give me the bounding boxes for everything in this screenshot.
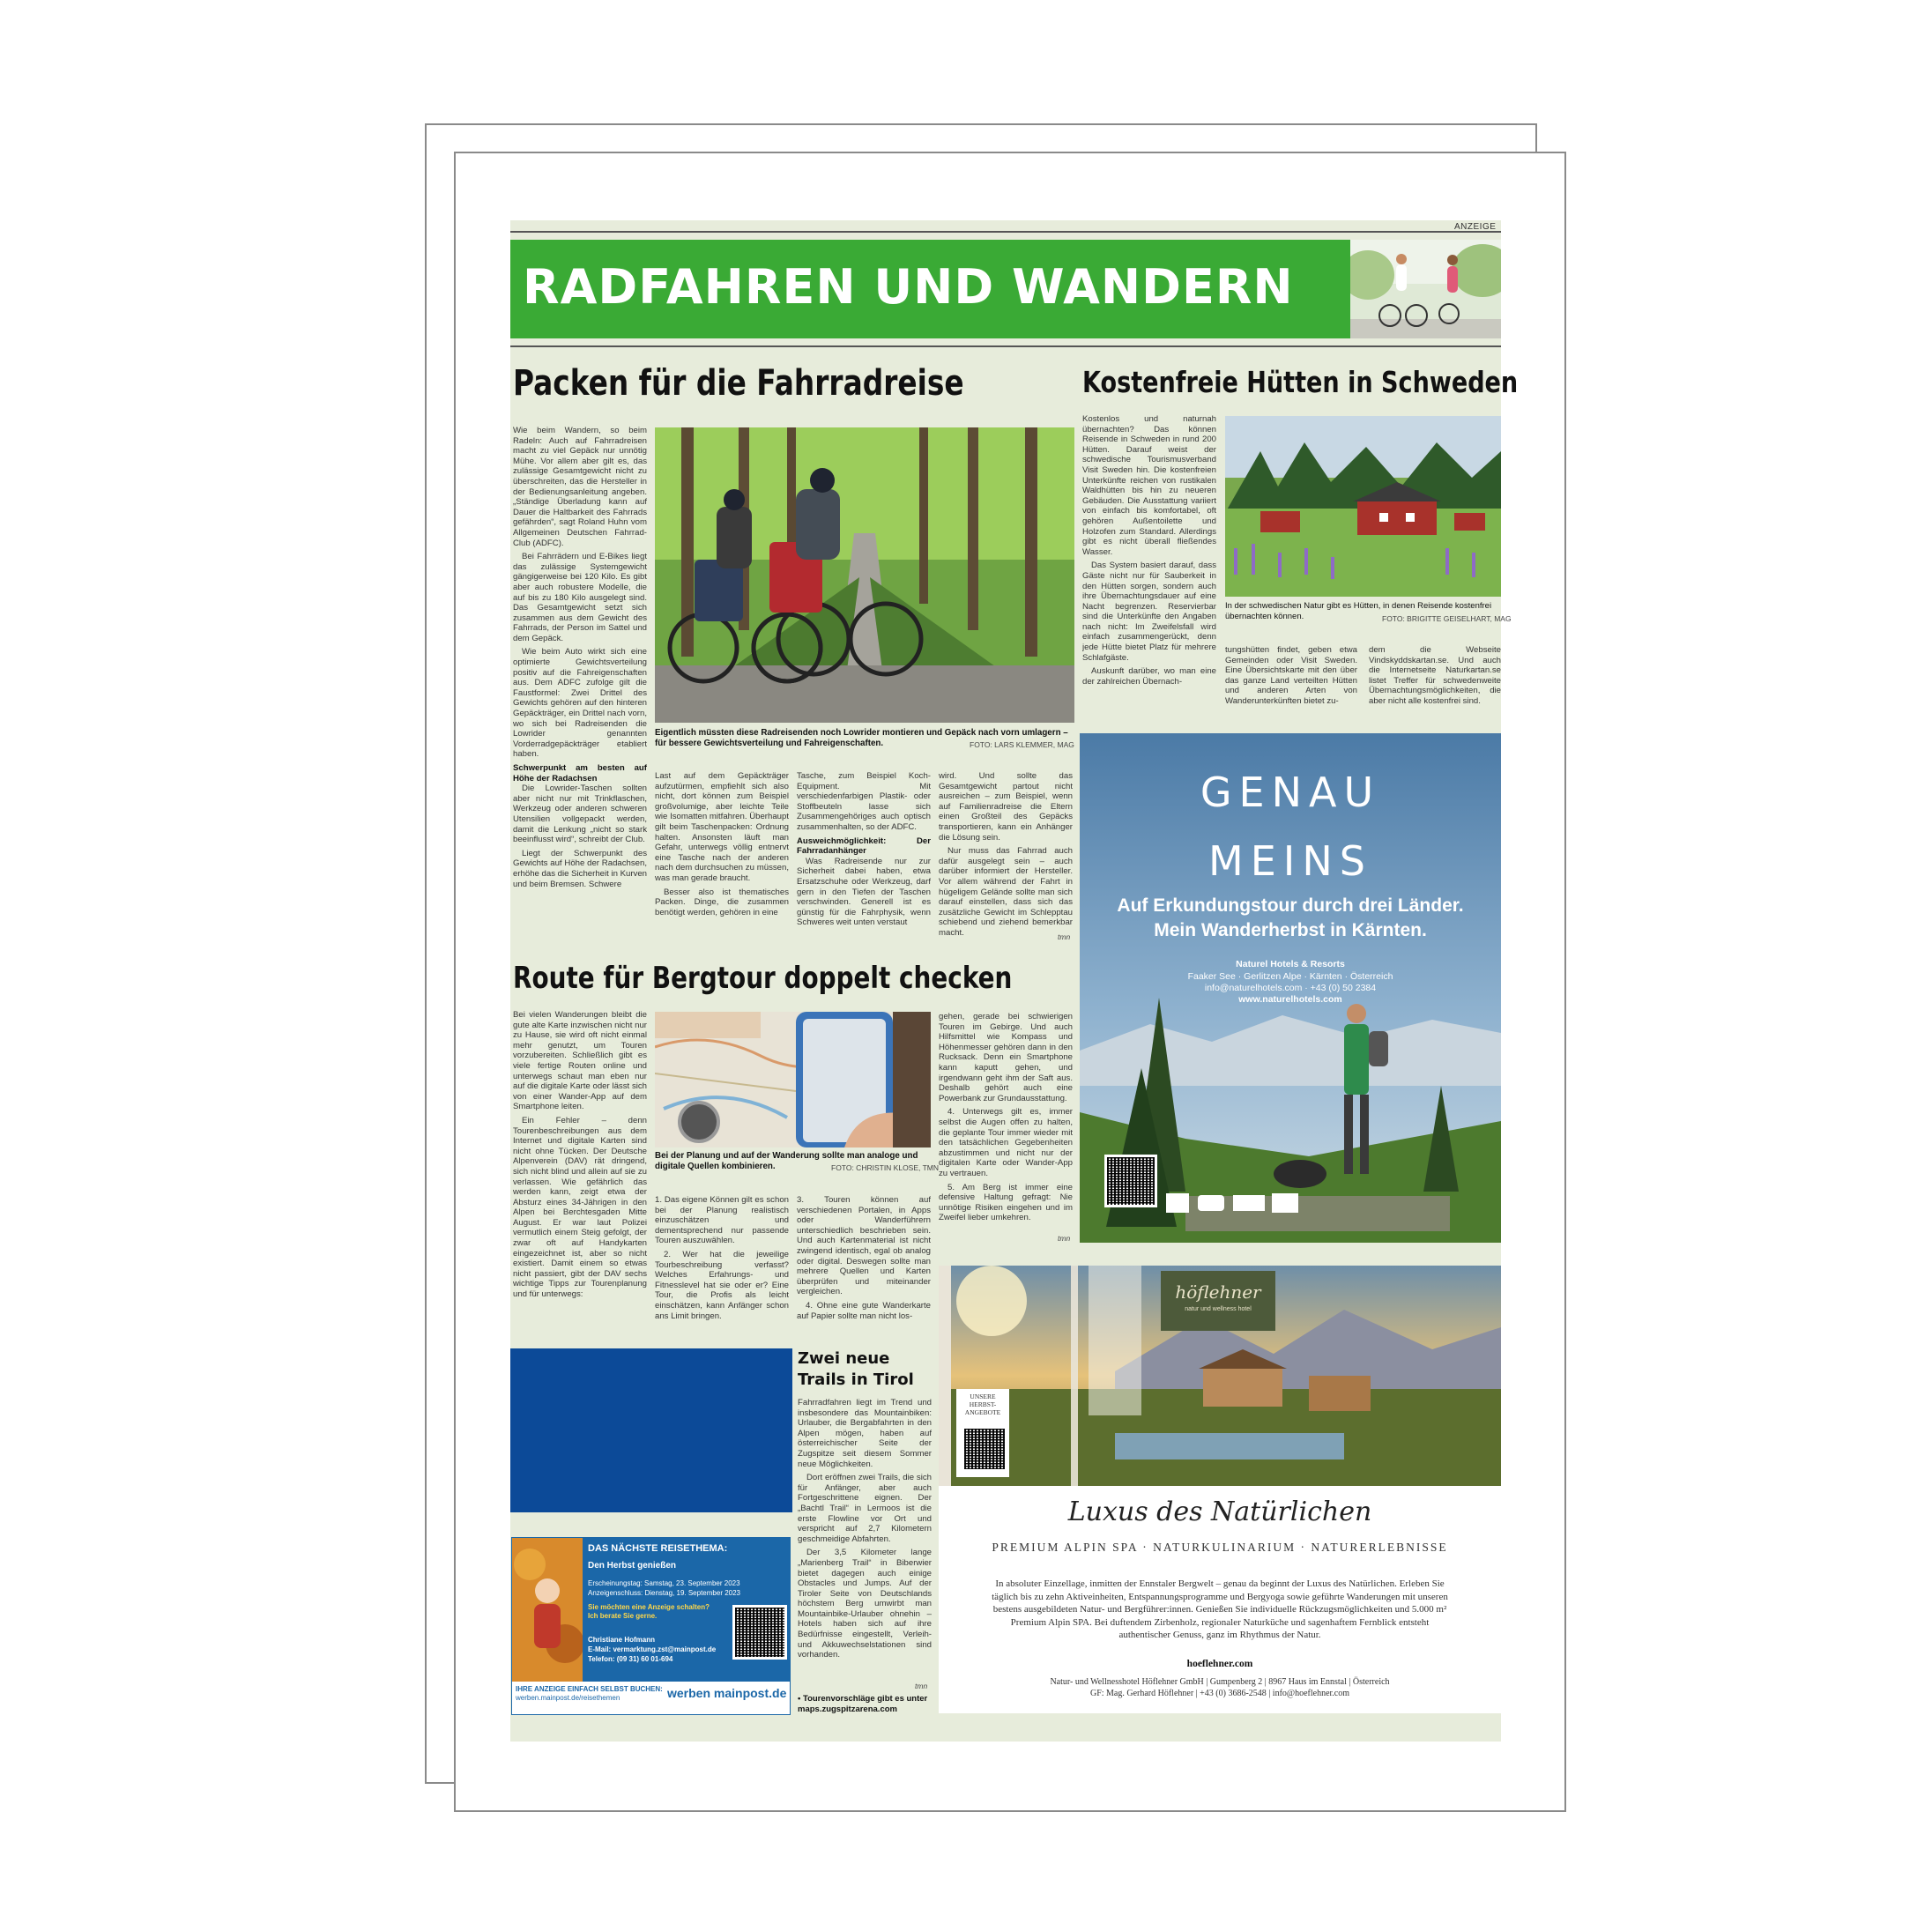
photo-caption: In der schwedischen Natur gibt es Hütten, in denen Reisende kostenfrei übernachten können. [1225,601,1492,621]
reise-footer-line2[interactable]: werben.mainpost.de/reisethemen [516,1694,620,1702]
author-tag: tmn [1058,1234,1071,1243]
reise-date2: Anzeigenschluss: Dienstag, 19. September 2023 [588,1589,740,1597]
ad-tagline [1080,894,1501,943]
paragraph: Nur muss das Fahrrad auch dafür ausgelegt sein – auch darüber informiert der Hersteller. Vor allem während der Fahrt in hügeligem Gelände sollte man sich darauf einstellen, dass sich das zusätzliche Gewicht im Schlepptau schiebend und ziehend bemerkbar macht. [939,846,1073,938]
hoeflehner-logo-sub: natur und wellness hotel [1185,1306,1252,1312]
map-smartphone-photo [655,1012,931,1147]
article1-column-3 [797,771,931,942]
qr-code[interactable] [1104,1155,1157,1207]
hoeflehner-features: PREMIUM ALPIN SPA · NATURKULINARIUM · NATURERLEBNISSE [992,1541,1448,1554]
genau-logo-line1: GENAU [1200,769,1381,816]
photo-credit: FOTO: CHRISTIN KLOSE, TMN [831,1163,940,1172]
paragraph: Dort eröffnen zwei Trails, die sich für Anfänger, aber auch Fortgeschrittene eignen. Der „Bachtl Trail“ in Lermoos ist die erste Flowline vor Ort und verspricht auf 2,7 Kilometern geschmeidige Abfahrten. [798,1473,932,1544]
reisethema-ad[interactable] [511,1537,791,1715]
paragraph: 4. Unterwegs gilt es, immer selbst die Augen offen zu halten, die geplante Tour immer wieder mit den tatsächlichen Gegebenheiten abzustimmen und nicht nur der digitalen Karte oder Wander-App zu vertrauen. [939,1107,1073,1178]
top-rule [510,231,1501,233]
werben-mainpost-logo[interactable]: werben mainpost.de [667,1686,787,1700]
paragraph: Last auf dem Gepäckträger aufzutürmen, empfiehlt sich also nicht, dort können zum Beispiel großvolumige, aber leichte Teile wie Isomatten mitfahren. Überhaupt gilt beim Taschenpacken: Ordnung halten. Ansonsten läuft man Gefahr, unterwegs völlig entnervt eine Tasche nach der anderen nach dem durchsuchen zu müssen, was man gerade braucht. [655,771,789,883]
section-title: RADFAHREN UND WANDERN [523,259,1294,315]
partner-logos [1166,1193,1307,1213]
article1-column-2 [655,771,789,942]
hoeflehner-slogan: Luxus des Natürlichen [1067,1497,1372,1527]
paragraph: tungshütten findet, geben etwa Gemeinden oder Visit Sweden. Eine Übersichtskarte mit den über das ganze Land verteilten Hütten und anderen Arten von Wanderunterkünften bietet zu- [1225,645,1357,706]
paragraph: Die Lowrider-Taschen sollten aber nicht nur mit Trinkflaschen, Werkzeug oder anderen schweren Utensilien vollgepackt werden, damit die Lenkung „nicht so stark beeinflusst wird“, schreibt der Club. [513,784,647,845]
photo-credit: FOTO: BRIGITTE GEISELHART, MAG [1382,614,1512,623]
hoeflehner-logo: höflehner [1175,1281,1261,1303]
paragraph: Das System basiert darauf, dass Gäste nicht nur für Sauberkeit in den Hütten sorgen, sondern auch ihre Übernachtungsdauer auf eine Nacht begrenzen. Reservierbar sind die Unterkünfte den Angaben nach nicht: Im Zweifelsfall wird einfach zusammengerückt, denn jede Hütte bietet Platz für mehrere Schlafgäste. [1082,561,1216,663]
reise-date1: Erscheinungstag: Samstag, 23. September 2023 [588,1579,740,1587]
paragraph: Was Radreisende nur zur Sicherheit dabei haben, etwa Ersatzschuhe oder Werkzeug, darf gern in den Tiefen der Taschen verschwinden. Generell ist es günstig für die Fahrphysik, wenn Schweres weit unten verstaut [797,856,931,928]
subhead: Ausweichmöglichkeit: Der Fahrradanhänger [797,836,931,857]
paragraph: 3. Touren können auf verschiedenen Portalen, in Apps oder Wanderführern unterschiedlich beschrieben sein. Und auch Kartenmaterial ist nicht zwingend identisch, egal ob analog oder digital. Deswegen sollte man mehrere Quellen und Karten überprüfen und miteinander vergleichen. [797,1195,931,1297]
paragraph: gehen, gerade bei schwierigen Touren im Gebirge. Und auch Hilfsmittel wie Kompass und Höhenmesser gehören dann in den Rucksack. Denn ein Smartphone kann kaputt gehen, und irgendwann geht ihm der Saft aus. Deshalb gehört auch eine Powerbank zur Grundausstattung. [939,1012,1073,1103]
tagline-line1: Auf Erkundungstour durch drei Länder. [1117,895,1464,916]
cyclists-banner-photo [1350,240,1501,338]
article-headline-tirol: Zwei neue Trails in Tirol [798,1349,914,1389]
tagline-line2: Mein Wanderherbst in Kärnten. [1154,920,1427,940]
paragraph: 1. Das eigene Können gilt es schon bei der Planung realistisch einzuschätzen und dementsprechend nur passende Touren auszuwählen. [655,1195,789,1246]
article-headline-fahrradreise: Packen für die Fahrradreise [513,363,964,404]
reise-email[interactable]: E-Mail: vermarktung.zst@mainpost.de [588,1645,717,1653]
article-headline-bergtour: Route für Bergtour doppelt checken [513,961,1013,996]
paragraph: Der 3,5 Kilometer lange „Marienberg Trail“ in Biberwier bietet dagegen auch einige Obstacles und Jumps. Auf der Tiroler Seite von Deutschlands höchstem Berg umwirbt man Mountainbike-Urlauber ohnehin – Hotels haben sich auf ihre Bedürfnisse eingestellt, Verleih- und Akkuwechselstationen sind vorhanden. [798,1548,932,1660]
cyclists-forest-photo [655,427,1074,723]
hotel-landscape-photo [939,1266,1501,1486]
reisethema-panel [583,1538,790,1682]
article2-column-1 [1082,414,1216,712]
address-line1: Natur- und Wellnesshotel Höflehner GmbH | Gumpenberg 2 | 8967 Haus im Ennstal | Österreich [1050,1677,1390,1687]
tour-link-note[interactable]: • Tourenvorschläge gibt es unter maps.zugspitzarena.com [798,1694,928,1714]
photo-credit: FOTO: LARS KLEMMER, MAG [970,740,1074,749]
article3-column-1 [513,1010,647,1327]
author-tag: tmn [1058,932,1071,941]
article3-column-2 [655,1195,789,1327]
paragraph: Fahrradfahren liegt im Trend und insbesondere das Mountainbiken: Urlauber, die Bergabfahrten in den Alpen mögen, haben auf österreichischer Seite der Zugspitze seit diesem Sommer neue Möglichkeiten. [798,1398,932,1469]
ad-brand: Naturel Hotels & Resorts [1236,959,1345,969]
article1-column-4 [939,771,1073,942]
paragraph: Wie beim Wandern, so beim Radeln: Auch auf Fahrradreisen macht zu viel Gepäck nur unnötig Mühe. Vor allem aber gilt es, das zulässige Gesamtgewicht nicht zu überschreiten, das die Hersteller in der Bedienungsanleitung angeben. „Ständige Überladung kann auf Dauer die Haltbarkeit des Fahrrads gefährden“, sagt Roland Huhn vom Allgemeinen Deutschen Fahrrad-Club (ADFC). [513,426,647,548]
hoeflehner-body: In absoluter Einzellage, inmitten der Ennstaler Bergwelt – genau da beginnt der Luxus des Natürlichen. Erleben Sie täglich bis zu zehn Aktiveinheiten, Entspannungsprogramme und Bergyoga sowie geführte Wanderungen mit unseren bestens ausgebildeten Natur- und Bergführer:innen. Genießen Sie individuelle Rückzugsmöglichkeiten und 5.000 m² Premium Alpin SPA. Bei duftendem Zirbenholz, regionaler Naturküche und sagenhaftem Fernblick entsteht authentischer Genuss, ganz im Rhythmus der Natur. [992,1578,1448,1640]
reise-title: DAS NÄCHSTE REISETHEMA: [588,1543,728,1554]
hoeflehner-logo-box [1161,1271,1275,1331]
paragraph: 2. Wer hat die jeweilige Tourbeschreibung verfasst? Welches Erfahrungs- und Fitnesslevel hat sie oder er? Eine Tour, die Profis als leicht einschätzen, kann Anfänger schon ans Limit bringen. [655,1249,789,1321]
paragraph: 5. Am Berg ist immer eine defensive Haltung gefragt: Nie unnötige Risiken eingehen und im Zweifel lieber umkehren. [939,1182,1073,1223]
reise-question: Sie möchten eine Anzeige schalten? Ich berate Sie gerne. [588,1603,710,1620]
paragraph: Ein Fehler – denn Tourenbeschreibungen aus dem Internet und digitale Karten sind nicht ohne Tücken. Der Deutsche Alpenverein (DAV) rät dringend, sich nicht blind und allein auf sie zu verlassen. Wie gefährlich das werden kann, zeigt etwa der Absturz eines 34-Jährigen in den Alpen bei Berchtesgaden Mitte August. Er war laut Polizei vermutlich einem Steig gefolgt, der zwar oft auf Handykarten eingezeichnet ist, aber so nicht existiert. Damit einem so etwas nicht passiert, gibt der DAV sechs wichtige Tipps zur Tourenplanung und für unterwegs: [513,1115,647,1300]
reise-footer-line1: IHRE ANZEIGE EINFACH SELBST BUCHEN: [516,1685,663,1693]
photo-caption: Eigentlich müssten diese Radreisenden noch Lowrider montieren und Gepäck nach vorn umlagern – für bessere Gewichtsverteilung und Fahreigenschaften. [655,728,1068,748]
paragraph: Kostenlos und naturnah übernachten? Das können Reisende in Schweden in rund 200 Hütten. Darauf weist der schwedische Tourismusverband Visit Sweden hin. Die kostenfreien Unterkünfte reichen von rustikalen Waldhütten bis hin zu neueren Gebäuden. Die Ausstattung variiert von einfach bis komfortabel, oft gehören Außentoilette und Holzofen zum Standard. Allerdings gibt es nicht überall fließendes Wasser. [1082,414,1216,557]
photo-caption: Bei der Planung und auf der Wanderung sollte man analoge und digitale Quellen kombinieren. [655,1151,918,1171]
herbst-angebote-badge[interactable]: UNSERE HERBST-ANGEBOTE [964,1393,1001,1416]
hoeflehner-address [939,1676,1501,1699]
naturel-hotels-ad[interactable] [1080,733,1501,1243]
article1-column-1 [513,426,647,942]
paragraph: Tasche, zum Beispiel Koch-Equipment. Mit verschiedenfarbigen Plastik- oder Stoffbeuteln lasse sich Zusammengehöriges auch optisch zusammenhalten, so der ADFC. [797,771,931,832]
section-banner [510,240,1350,338]
article3-column-3 [797,1195,931,1327]
paragraph: Bei Fahrrädern und E-Bikes liegt das zulässige Systemgewicht gängigerweise bei 120 Kilo. Es gibt aber auch robustere Modelle, die auf bis zu 180 Kilo ausgelegt sind. Das Gesamtgewicht setzt sich zusammen aus dem Gewicht des Fahrrads, der Person im Sattel und dem Gepäck. [513,552,647,643]
anzeige-label: ANZEIGE [1454,222,1497,232]
banner-rule [510,345,1501,347]
paragraph: Liegt der Schwerpunkt des Gewichts auf Höhe der Radachsen, erhöhe das die Sicherheit in Kurven und beim Bremsen. Schwere [513,848,647,889]
qr-code[interactable] [962,1426,1007,1472]
paragraph: dem die Webseite Vindskyddskartan.se. Und auch die Internetseite Naturkartan.se listet Treffer für schwedenweite Übernachtungsmöglichkeiten, die aber nicht alle kostenfrei sind. [1369,645,1501,706]
subhead: Schwerpunkt am besten auf Höhe der Radachsen [513,763,647,784]
genau-logo-line2: MEINS [1208,837,1372,885]
reise-footer [516,1685,663,1703]
address-line2: GF: Mag. Gerhard Höflehner | +43 (0) 3686-2548 | info@hoeflehner.com [1089,1689,1350,1698]
ad-contact: info@naturelhotels.com · +43 (0) 50 2384 [1204,983,1377,993]
paragraph: wird. Und sollte das Gesamtgewicht partout nicht ausreichen – zum Beispiel, wenn auf Familienradreise die Eltern einen Großteil des Gepäcks transportieren, kann ein Anhänger die Lösung sein. [939,771,1073,843]
article3-column-4 [939,1012,1073,1243]
qr-code[interactable] [732,1605,787,1660]
article2-column-3 [1369,645,1501,712]
ad-places: Faaker See · Gerlitzen Alpe · Kärnten · Österreich [1187,971,1393,982]
paragraph: Wie beim Auto wirkt sich eine optimierte Gewichtsverteilung positiv auf die Fahreigenschaften aus. Dem ADFC zufolge gilt die Faustformel: Zwei Drittel des Gewichts gehören auf den hinteren Gepäckträger, ein Drittel nach vorn, wo sich bei Radreisenden die Lowrider genannten Vorderradgepäckträger etabliert haben. [513,647,647,760]
article4-column [798,1398,932,1689]
paragraph: 4. Ohne eine gute Wanderkarte auf Papier sollte man nicht los- [797,1300,931,1321]
article-headline-schweden: Kostenfreie Hütten in Schweden [1082,365,1519,399]
paragraph: Besser also ist thematisches Packen. Dinge, die zusammen benötigt werden, gehören in eine [655,887,789,917]
ad-web[interactable]: www.naturelhotels.com [1238,994,1342,1005]
sweden-hut-photo [1225,416,1501,597]
article2-column-2 [1225,645,1357,712]
blue-placeholder-box [510,1348,792,1512]
reise-topic: Den Herbst genießen [588,1561,677,1571]
paragraph: Bei vielen Wanderungen bleibt die gute alte Karte inzwischen nicht nur zu Hause, sie wird oft nicht einmal mehr genutzt, um Touren vorzubereiten. Schließlich gibt es viele fertige Routen online und unterwegs schaut man eben nur auf die digitale Karte oder lässt sich von einer Wander-App auf dem Smartphone leiten. [513,1010,647,1112]
paragraph: Auskunft darüber, wo man eine der zahlreichen Übernach- [1082,666,1216,687]
hoeflehner-hotel-ad[interactable] [939,1266,1501,1713]
reise-phone: Telefon: (09 31) 60 01-694 [588,1655,673,1663]
reise-contact-name: Christiane Hofmann [588,1636,656,1644]
author-tag: tmn [915,1682,928,1690]
hoeflehner-web[interactable]: hoeflehner.com [1186,1659,1253,1669]
